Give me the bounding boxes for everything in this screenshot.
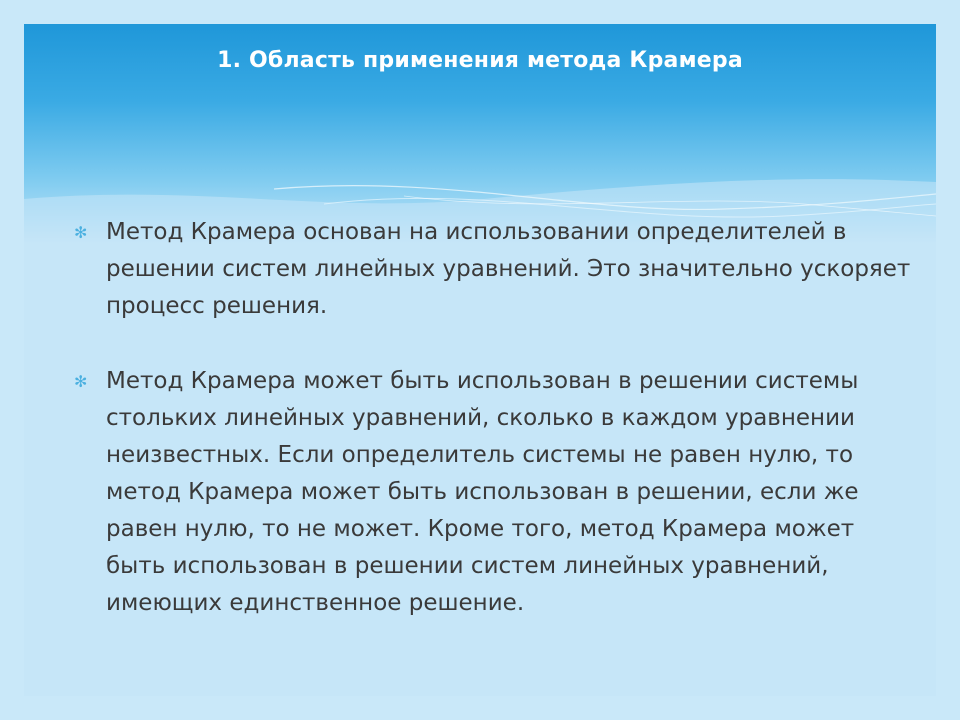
header-band <box>24 24 936 244</box>
asterisk-bullet-icon: ✻ <box>74 223 88 242</box>
bullet-item <box>74 214 914 325</box>
bullet-text: Метод Крамера основан на использовании определителей в решении систем линейных уравнений. Это значительно ускоряет процесс решения. <box>106 219 911 319</box>
slide <box>24 24 936 696</box>
slide-title: 1. Область применения метода Крамера <box>217 48 743 73</box>
bullet-list <box>74 214 914 622</box>
bullet-item <box>74 363 914 622</box>
bullet-text: Метод Крамера может быть использован в решении системы стольких линейных уравнений, сколько в каждом уравнении неизвестных. Если определитель системы не равен нулю, то метод Крамера может быть использован в решении, если же равен нулю, то не может. Кроме того, метод Крамера может быть использован в решении систем линейных уравнений, имеющих единственное решение. <box>106 368 859 616</box>
asterisk-bullet-icon: ✻ <box>74 372 88 391</box>
